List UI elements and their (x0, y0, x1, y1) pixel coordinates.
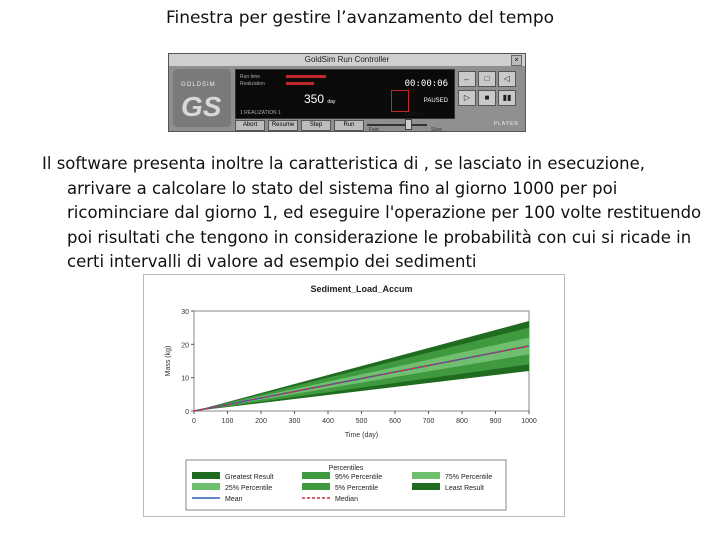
legend-entry: 25% Percentile (225, 485, 273, 492)
window-title: GoldSim Run Controller (169, 54, 525, 66)
goldsim-logo (173, 69, 231, 127)
x-tick-label: 800 (456, 418, 468, 425)
player-label: PLAYER (493, 121, 519, 127)
x-tick-label: 400 (322, 418, 334, 425)
pause-icon[interactable]: ▮▮ (498, 90, 516, 106)
legend-entry: Mean (225, 496, 243, 503)
legend-entry: Greatest Result (225, 474, 274, 481)
stop-icon[interactable]: ■ (478, 90, 496, 106)
realization-text: 1 REALIZATION 1 (240, 110, 281, 116)
logo-mark: GS (181, 91, 222, 122)
description-paragraph: Il software presenta inoltre la caratteristica di , se lasciato in esecuzione, arrivare a calcolare lo stato del sistema fino al giorno 1000 per poi ricominciare dal giorno 1, ed eseguire l'operazione per 100 volte restituendo poi risultati che tengono in considerazione le probabilità con cui si ricade in certi intervalli di valore ad esempio dei sedimenti (42, 154, 702, 271)
status-text: PAUSED (423, 98, 448, 104)
resume-button[interactable]: Resume (268, 120, 298, 131)
x-tick-label: 300 (288, 418, 301, 425)
legend-entry: 75% Percentile (445, 474, 493, 481)
legend-swatch (302, 472, 330, 479)
y-axis-label: Mass (kg) (165, 345, 172, 377)
back-icon[interactable]: ← (458, 71, 476, 87)
speed-slider-handle[interactable] (405, 119, 412, 130)
step-back-icon[interactable]: ◁ (498, 71, 516, 87)
x-tick-label: 1000 (521, 418, 537, 425)
y-tick-label: 10 (181, 375, 189, 383)
page-title: Finestra per gestire l’avanzamento del tempo (165, 8, 555, 28)
run-controller-window (168, 53, 526, 132)
play-icon[interactable]: ▷ (458, 90, 476, 106)
control-buttons (235, 120, 364, 130)
realization-label: Realization (240, 81, 265, 87)
step-button[interactable]: Step (301, 120, 331, 131)
x-axis-label: Time (day) (344, 432, 379, 439)
x-tick-label: 600 (389, 418, 401, 425)
x-tick-label: 500 (355, 418, 368, 425)
status-label: STATUS (404, 112, 423, 118)
x-tick-label: 700 (422, 418, 435, 425)
time-label: Run time (240, 74, 261, 80)
y-tick-label: 0 (185, 409, 189, 416)
chart-title: Sediment_Load_Accum (310, 284, 413, 294)
slider-right-label: Slow (431, 127, 442, 133)
x-tick-label: 900 (489, 418, 502, 425)
level-indicator (391, 90, 409, 112)
day-unit: day (327, 99, 336, 105)
y-tick-label: 20 (181, 342, 189, 350)
legend-swatch (192, 472, 220, 479)
legend-entry: Median (335, 496, 358, 503)
realization-progress-bar (286, 82, 314, 85)
logo-text: GOLDSIM (181, 82, 216, 88)
clock-readout: 00:00:06 (404, 79, 448, 89)
legend-entry: 5% Percentile (335, 485, 379, 492)
abort-button[interactable]: Abort (235, 120, 265, 131)
day-readout (304, 92, 335, 106)
speed-slider[interactable] (367, 124, 427, 126)
legend-entry: 95% Percentile (335, 474, 383, 481)
close-icon[interactable]: × (511, 55, 522, 66)
run-button[interactable]: Run (334, 120, 364, 131)
legend-swatch (192, 483, 220, 490)
sediment-chart (144, 275, 564, 516)
x-tick-label: 100 (221, 418, 234, 425)
chart-panel (143, 274, 565, 517)
x-tick-label: 200 (255, 418, 267, 425)
y-tick-label: 30 (181, 309, 189, 316)
slider-left-label: Fast (369, 127, 379, 133)
legend-title: Percentiles (328, 465, 364, 472)
legend-swatch (412, 483, 440, 490)
legend-entry: Least Result (445, 485, 484, 492)
player-pad (456, 69, 522, 125)
legend-swatch (302, 483, 330, 490)
day-value: 350 (304, 92, 325, 106)
stop-square-icon[interactable]: □ (478, 71, 496, 87)
time-progress-bar (286, 75, 326, 78)
legend-swatch (412, 472, 440, 479)
x-tick-label: 0 (192, 418, 196, 425)
